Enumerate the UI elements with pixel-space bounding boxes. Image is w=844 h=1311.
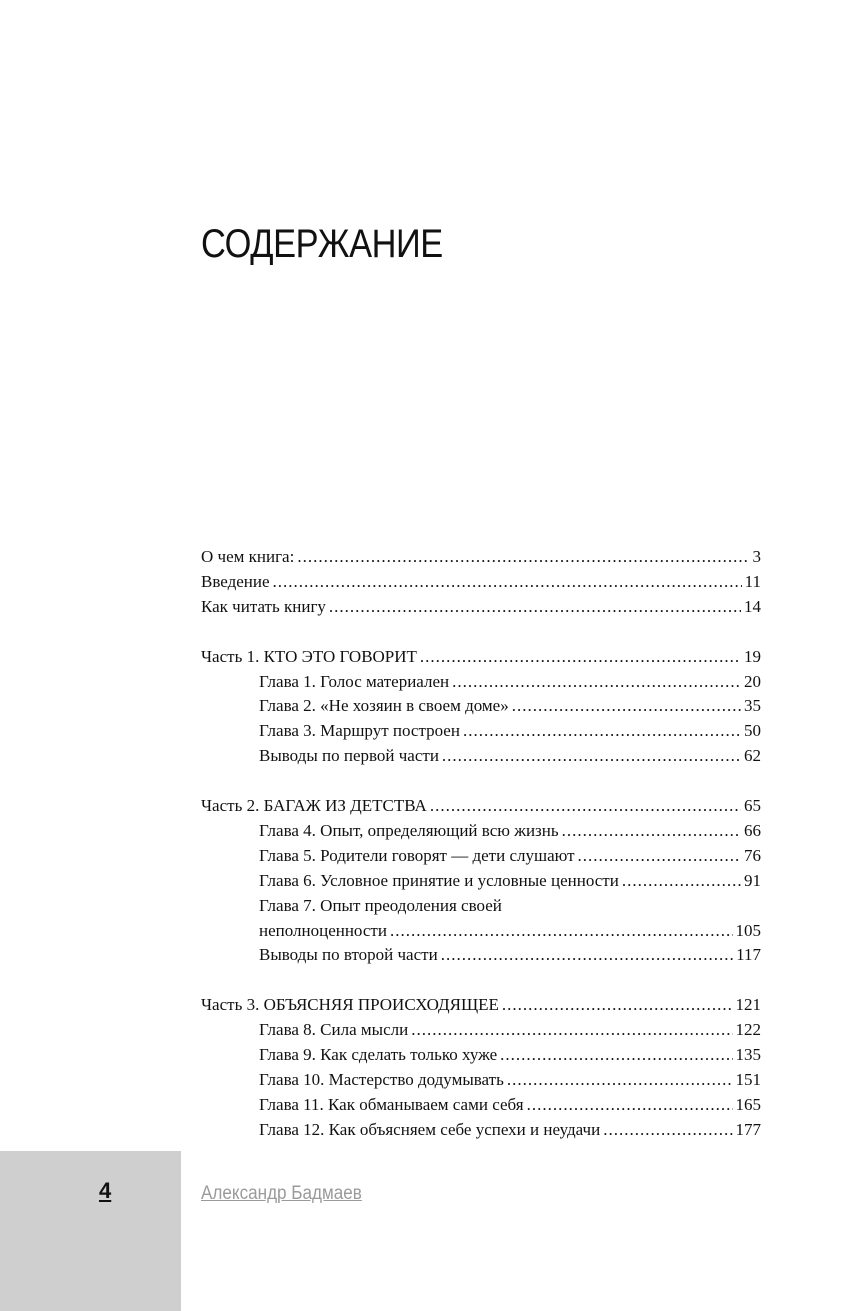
toc-dot-leader <box>463 719 741 744</box>
toc-entry[interactable] <box>201 894 761 919</box>
toc-entry-title: Введение <box>201 571 270 591</box>
toc-entry[interactable] <box>201 993 761 1018</box>
toc-dot-leader <box>430 794 741 819</box>
toc-entry-title: неполноценности <box>259 920 387 940</box>
toc-entry-page: 14 <box>744 596 761 616</box>
toc-dot-leader <box>512 694 741 719</box>
toc-dot-leader <box>390 919 733 944</box>
toc-entry-title: Часть 1. КТО ЭТО ГОВОРИТ <box>201 646 417 666</box>
toc-entry-page: 122 <box>735 1020 761 1040</box>
toc-entry[interactable] <box>201 1018 761 1043</box>
toc-entry-page: 151 <box>735 1070 761 1090</box>
toc-entry-title: Часть 3. ОБЪЯСНЯЯ ПРОИСХОДЯЩЕЕ <box>201 995 499 1015</box>
toc-entry[interactable] <box>201 919 761 944</box>
toc-entry[interactable] <box>201 1068 761 1093</box>
toc-entry-title: Глава 9. Как сделать только хуже <box>259 1045 498 1065</box>
toc-dot-leader <box>527 1093 733 1118</box>
toc-entry-page: 105 <box>735 920 761 940</box>
toc-group-gap <box>201 769 761 794</box>
toc-entry-title: Глава 2. «Не хозяин в своем доме» <box>259 696 509 716</box>
toc-dot-leader <box>500 1043 732 1068</box>
toc-entry[interactable] <box>201 545 761 570</box>
toc-entry-title: О чем книга: <box>201 547 295 566</box>
toc-dot-leader <box>562 819 741 844</box>
toc-entry[interactable] <box>201 819 761 844</box>
toc-entry-title: Глава 4. Опыт, определяющий всю жизнь <box>259 821 559 841</box>
toc-entry-page: 3 <box>752 547 761 566</box>
toc-entry-page: 91 <box>744 870 761 890</box>
toc-entry-page: 76 <box>744 845 761 865</box>
toc-dot-leader <box>622 869 741 894</box>
toc-entry-title: Глава 6. Условное принятие и условные ценности <box>259 870 619 890</box>
toc-dot-leader <box>603 1118 732 1143</box>
toc-dot-leader <box>273 570 742 595</box>
toc-entry-title: Как читать книгу <box>201 596 326 616</box>
toc-entry-title: Глава 12. Как объясняем себе успехи и неудачи <box>259 1119 601 1139</box>
toc-entry[interactable] <box>201 1093 761 1118</box>
toc-entry[interactable] <box>201 694 761 719</box>
toc-dot-leader <box>578 844 741 869</box>
toc-entry-page: 19 <box>744 646 761 666</box>
toc-entry-page: 66 <box>744 821 761 841</box>
toc-entry[interactable] <box>201 744 761 769</box>
toc-entry[interactable] <box>201 570 761 595</box>
toc-entry-page: 165 <box>735 1094 761 1114</box>
toc-entry[interactable] <box>201 719 761 744</box>
toc-entry-page: 121 <box>735 995 761 1015</box>
toc-entry[interactable] <box>201 1118 761 1143</box>
toc-group-gap <box>201 620 761 645</box>
toc-entry[interactable] <box>201 844 761 869</box>
toc-entry[interactable] <box>201 869 761 894</box>
toc-group-gap <box>201 968 761 993</box>
toc-entry[interactable] <box>201 794 761 819</box>
toc-entry-page: 177 <box>735 1119 761 1139</box>
toc-entry-page: 20 <box>744 671 761 691</box>
toc-entry-page: 135 <box>735 1045 761 1065</box>
toc-entry-title: Глава 1. Голос материален <box>259 671 450 691</box>
toc-dot-leader <box>297 545 749 570</box>
toc-dot-leader <box>420 645 741 670</box>
page-title: СОДЕРЖАНИЕ <box>201 222 443 266</box>
toc-entry-page: 50 <box>744 721 761 741</box>
toc-dot-leader <box>507 1068 733 1093</box>
toc-entry-title: Глава 8. Сила мысли <box>259 1020 409 1040</box>
toc-dot-leader <box>329 595 741 620</box>
toc-entry-title: Глава 10. Мастерство додумывать <box>259 1070 504 1090</box>
toc-entry[interactable] <box>201 1043 761 1068</box>
toc-entry-page: 35 <box>744 696 761 716</box>
running-head-author: Александр Бадмаев <box>201 1183 362 1204</box>
toc-entry[interactable] <box>201 645 761 670</box>
toc-entry-page: 117 <box>736 945 761 965</box>
toc-entry-title: Глава 7. Опыт преодоления своей <box>259 895 502 915</box>
toc-entry-title: Глава 5. Родители говорят — дети слушают <box>259 845 575 865</box>
toc-entry-title: Часть 2. БАГАЖ ИЗ ДЕТСТВА <box>201 796 427 816</box>
footer-gray-box <box>0 1151 181 1311</box>
toc-entry[interactable] <box>201 943 761 968</box>
toc-entry-title: Глава 11. Как обманываем сами себя <box>259 1094 524 1114</box>
toc-entry-title: Выводы по второй части <box>259 945 438 965</box>
toc-entry-title: Глава 3. Маршрут построен <box>259 721 460 741</box>
toc-dot-leader <box>502 993 733 1018</box>
table-of-contents <box>201 545 761 1143</box>
toc-dot-leader <box>411 1018 732 1043</box>
toc-entry-page: 11 <box>744 571 761 591</box>
toc-entry-page: 62 <box>744 746 761 766</box>
page-number: 4 <box>99 1178 112 1203</box>
toc-entry[interactable] <box>201 595 761 620</box>
toc-entry-title: Выводы по первой части <box>259 746 439 766</box>
toc-dot-leader <box>452 670 741 695</box>
toc-entry-page: 65 <box>744 796 761 816</box>
toc-dot-leader <box>442 744 741 769</box>
toc-entry[interactable] <box>201 670 761 695</box>
toc-dot-leader <box>441 943 733 968</box>
